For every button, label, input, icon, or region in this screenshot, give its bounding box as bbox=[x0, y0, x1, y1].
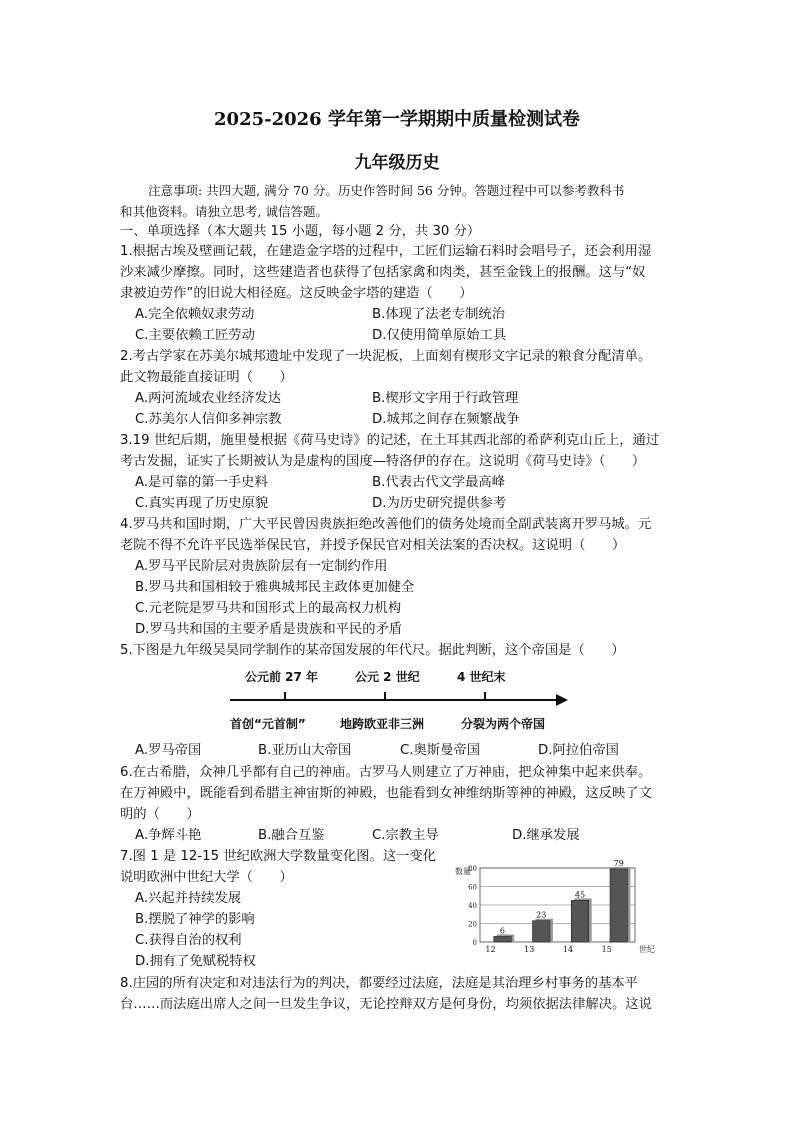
q6-line-1: 6.在古希腊，众神几乎都有自己的神庙。古罗马人则建立了万神庙，把众神集中起来供奉。 bbox=[120, 765, 652, 780]
q5-line-1: 5.下图是九年级吴昊同学制作的某帝国发展的年代尺。据此判断，这个帝国是（ ） bbox=[120, 643, 625, 658]
section-heading: 一、单项选择（本大题共 15 小题，每小题 2 分，共 30 分） bbox=[120, 224, 481, 239]
bar-value-label: 23 bbox=[536, 910, 547, 920]
q8-line-1: 8.庄园的所有决定和对违法行为的判决，都要经过法庭，法庭是其治理乡村事务的基本平 bbox=[120, 976, 638, 991]
university-count-chart bbox=[450, 858, 660, 958]
q1-option-b: B.体现了法老专制统治 bbox=[372, 307, 506, 322]
q2-line-1: 2.考古学家在苏美尔城邦遗址中发现了一块泥板，上面刻有楔形文字记录的粮食分配清单。 bbox=[120, 349, 652, 364]
q7-line-1: 7.图 1 是 12-15 世纪欧洲大学数量变化图。这一变化 bbox=[120, 849, 437, 864]
timeline-event-3: 分裂为两个帝国 bbox=[461, 717, 546, 731]
q6-option-d: D.继承发展 bbox=[512, 828, 580, 843]
q2-line-2: 此文物最能直接证明（ ） bbox=[120, 370, 293, 385]
notice-line-1: 注意事项: 共四大题, 满分 70 分。历史作答时间 56 分钟。答题过程中可以参考教科书 bbox=[148, 183, 625, 198]
x-tick-label: 14 bbox=[562, 945, 574, 954]
timeline-tick-label-3: 4 世纪末 bbox=[457, 670, 506, 684]
timeline bbox=[225, 665, 575, 735]
q4-line-2: 老院不得不允许平民选举保民官，并授予保民官对相关法案的否决权。这说明（ ） bbox=[120, 538, 626, 553]
q5-option-a: A.罗马帝国 bbox=[135, 743, 202, 758]
timeline-tick-label-1: 公元前 27 年 bbox=[245, 670, 319, 684]
y-tick-label: 20 bbox=[468, 920, 477, 929]
q3-option-b: B.代表古代文学最高峰 bbox=[372, 475, 506, 490]
y-tick-label: 40 bbox=[468, 902, 477, 910]
q5-option-c: C.奥斯曼帝国 bbox=[400, 743, 480, 758]
bar-value-label: 6 bbox=[499, 926, 506, 936]
y-tick-label: 80 bbox=[468, 865, 477, 873]
page-subtitle: 九年级历史 bbox=[354, 153, 440, 173]
q4-line-1: 4.罗马共和国时期，广大平民曾因贵族拒绝改善他们的债务处境而全副武装离开罗马城。元 bbox=[120, 517, 652, 532]
q2-option-c: C.苏美尔人信仰多神宗教 bbox=[135, 412, 282, 427]
q2-option-b: B.楔形文字用于行政管理 bbox=[372, 391, 519, 406]
timeline-event-2: 地跨欧亚非三洲 bbox=[340, 717, 425, 731]
q3-line-2: 考古发掘，证实了长期被认为是虚构的国度—特洛伊的存在。这说明《荷马史诗》（ ） bbox=[120, 454, 646, 469]
q7-option-c: C.获得自治的权利 bbox=[135, 933, 242, 948]
y-tick-label: 60 bbox=[468, 883, 477, 892]
q2-option-d: D.城邦之间存在频繁战争 bbox=[372, 412, 520, 427]
q4-option-d: D.罗马共和国的主要矛盾是贵族和平民的矛盾 bbox=[135, 622, 403, 637]
q3-option-c: C.真实再现了历史原貌 bbox=[135, 496, 269, 511]
q1-line-1: 1.根据古埃及壁画记载，在建造金字塔的过程中，工匠们运输石料时会唱号子，还会利用湿 bbox=[120, 244, 652, 259]
q3-line-1: 3.19 世纪后期，施里曼根据《荷马史诗》的记述，在土耳其西北部的希萨利克山丘上，通过 bbox=[120, 433, 660, 448]
q1-option-d: D.仅使用简单原始工具 bbox=[372, 328, 507, 343]
q4-option-b: B.罗马共和国相较于雅典城邦民主政体更加健全 bbox=[135, 580, 415, 595]
bar-value-label: 45 bbox=[574, 890, 586, 900]
q5-option-b: B.亚历山大帝国 bbox=[258, 743, 352, 758]
q3-option-d: D.为历史研究提供参考 bbox=[372, 496, 507, 511]
q7-option-a: A.兴起并持续发展 bbox=[135, 891, 242, 906]
q4-option-a: A.罗马平民阶层对贵族阶层有一定制约作用 bbox=[135, 559, 388, 574]
q8-line-2: 台……而法庭出席人之间一旦发生争议，无论控辩双方是何身份，均须依据法律解决。这说 bbox=[120, 997, 652, 1012]
q3-option-a: A.是可靠的第一手史料 bbox=[135, 475, 268, 490]
q1-option-c: C.主要依赖工匠劳动 bbox=[135, 328, 255, 343]
q6-line-2: 在万神殿中，既能看到希腊主神宙斯的神殿，也能看到女神维纳斯等神的神殿，这反映了文 bbox=[120, 786, 652, 801]
q7-line-2: 说明欧洲中世纪大学（ ） bbox=[120, 870, 293, 885]
q6-option-a: A.争辉斗艳 bbox=[135, 828, 202, 843]
x-tick-label: 12 bbox=[485, 945, 496, 954]
y-tick-label: 0 bbox=[472, 939, 477, 947]
q7-option-b: B.摆脱了神学的影响 bbox=[135, 912, 255, 927]
x-tick-label: 15 bbox=[601, 945, 612, 954]
notice-line-2: 和其他资料。请独立思考, 诚信答题。 bbox=[120, 204, 328, 219]
bar-13 bbox=[533, 921, 550, 942]
timeline-tick-label-2: 公元 2 世纪 bbox=[355, 670, 420, 684]
timeline-event-1: 首创“元首制” bbox=[230, 717, 306, 731]
bar-15 bbox=[610, 869, 627, 942]
timeline-axis bbox=[225, 685, 575, 715]
q2-option-a: A.两河流域农业经济发达 bbox=[135, 391, 282, 406]
q6-line-3: 明的（ ） bbox=[120, 807, 200, 822]
q6-option-b: B.融合互鉴 bbox=[258, 828, 325, 843]
x-axis-unit: 世纪 bbox=[639, 945, 655, 954]
bar-value-label: 79 bbox=[613, 858, 624, 868]
q1-line-2: 沙来减少摩擦。同时，这些建造者也获得了包括家禽和肉类，甚至金钱上的报酬。这与“奴 bbox=[120, 265, 646, 280]
q7-option-d: D.拥有了免赋税特权 bbox=[135, 954, 256, 969]
q1-option-a: A.完全依赖奴隶劳动 bbox=[135, 307, 255, 322]
bar-14 bbox=[571, 900, 588, 942]
q4-option-c: C.元老院是罗马共和国形式上的最高权力机构 bbox=[135, 601, 402, 616]
x-tick-label: 13 bbox=[524, 945, 535, 954]
q1-line-3: 隶被迫劳作”的旧说大相径庭。这反映金字塔的建造（ ） bbox=[120, 286, 473, 301]
q5-option-d: D.阿拉伯帝国 bbox=[538, 743, 619, 758]
page-title: 2025-2026 学年第一学期期中质量检测试卷 bbox=[214, 109, 580, 130]
y-axis-label: 数量 bbox=[455, 867, 471, 876]
q6-option-c: C.宗教主导 bbox=[372, 828, 439, 843]
bar-12 bbox=[494, 936, 511, 942]
